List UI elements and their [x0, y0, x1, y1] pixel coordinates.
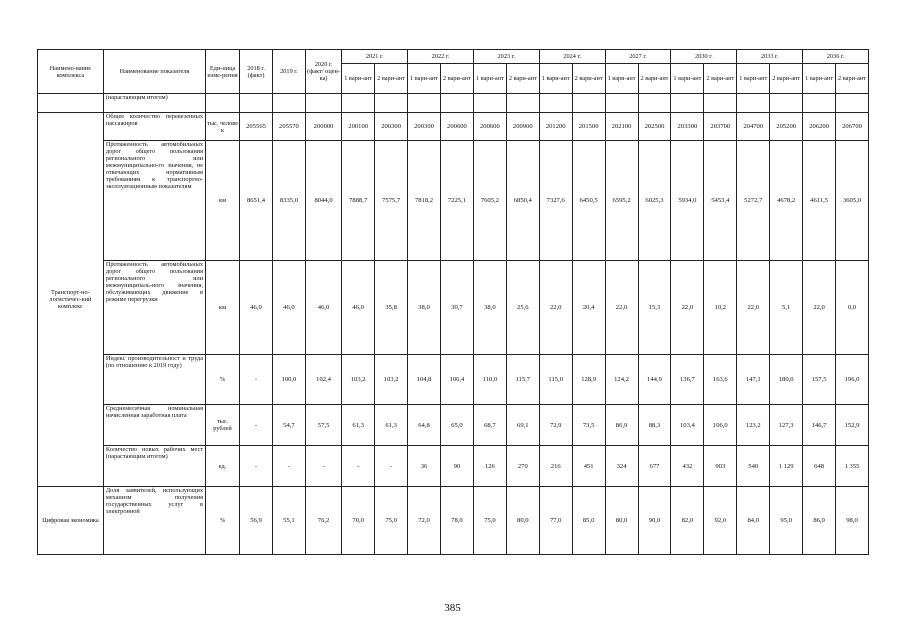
value-cell: 75,0	[375, 487, 408, 555]
value-cell: 200600	[473, 113, 506, 141]
header-variant-2: 2 вари-ант	[440, 64, 473, 94]
value-cell	[737, 94, 770, 113]
value-cell: -	[240, 405, 273, 446]
header-variant-1: 1 вари-ант	[671, 64, 704, 94]
value-cell	[473, 94, 506, 113]
value-cell: 204700	[737, 113, 770, 141]
value-cell: 200900	[506, 113, 539, 141]
data-table-container	[37, 49, 869, 555]
value-cell: 10,2	[704, 261, 737, 355]
value-cell: 152,9	[836, 405, 869, 446]
header-variant-1: 1 вари-ант	[539, 64, 572, 94]
value-cell: 196,0	[836, 355, 869, 405]
value-cell: 677	[638, 446, 671, 487]
value-cell: 38,0	[408, 261, 441, 355]
header-2018: 2018 г. (факт)	[240, 50, 273, 94]
value-cell: 76,2	[305, 487, 341, 555]
value-cell: 8651,4	[240, 141, 273, 261]
value-cell: 72,9	[539, 405, 572, 446]
value-cell: 70,0	[342, 487, 375, 555]
value-cell: 102,4	[305, 355, 341, 405]
value-cell: 0,0	[836, 261, 869, 355]
value-cell: 80,0	[506, 487, 539, 555]
value-cell: 5,1	[770, 261, 803, 355]
header-unit: Еди-ница изме-рения	[206, 50, 240, 94]
value-cell: 86,0	[803, 487, 836, 555]
table-row	[38, 113, 869, 141]
value-cell: 36	[408, 446, 441, 487]
value-cell	[342, 94, 375, 113]
value-cell: 126	[473, 446, 506, 487]
value-cell: 54,7	[272, 405, 305, 446]
value-cell: 128,9	[572, 355, 605, 405]
value-cell: 20,4	[572, 261, 605, 355]
value-cell: 57,5	[305, 405, 341, 446]
value-cell: 1 355	[836, 446, 869, 487]
value-cell: 103,2	[342, 355, 375, 405]
value-cell: -	[375, 446, 408, 487]
value-cell	[506, 94, 539, 113]
indicator-cell: Общее количество перевезенных пассажиров	[103, 113, 205, 141]
header-2019: 2019 г.	[272, 50, 305, 94]
value-cell: 35,8	[375, 261, 408, 355]
value-cell: 432	[671, 446, 704, 487]
value-cell: 7225,1	[440, 141, 473, 261]
header-year: 2024 г.	[539, 50, 605, 64]
table-row	[38, 141, 869, 261]
value-cell: 6850,4	[506, 141, 539, 261]
value-cell: 92,0	[704, 487, 737, 555]
value-cell: 68,7	[473, 405, 506, 446]
value-cell	[539, 94, 572, 113]
value-cell: 64,8	[408, 405, 441, 446]
value-cell: 124,2	[605, 355, 638, 405]
value-cell: 540	[737, 446, 770, 487]
value-cell: 56,9	[240, 487, 273, 555]
table-row	[38, 405, 869, 446]
header-year: 2036 г.	[803, 50, 869, 64]
complex-cell: Цифровая экономика	[38, 487, 104, 555]
value-cell: 3605,0	[836, 141, 869, 261]
header-indicator: Наименование показателя	[103, 50, 205, 94]
header-variant-2: 2 вари-ант	[704, 64, 737, 94]
value-cell: 115,0	[539, 355, 572, 405]
value-cell: 82,0	[671, 487, 704, 555]
table-body	[38, 94, 869, 555]
value-cell: 88,3	[638, 405, 671, 446]
value-cell: 4611,5	[803, 141, 836, 261]
header-variant-1: 1 вари-ант	[473, 64, 506, 94]
value-cell: 451	[572, 446, 605, 487]
value-cell: 25,6	[506, 261, 539, 355]
header-variant-2: 2 вари-ант	[836, 64, 869, 94]
value-cell: 85,0	[572, 487, 605, 555]
value-cell: 78,0	[440, 487, 473, 555]
value-cell: 7575,7	[375, 141, 408, 261]
value-cell: 200300	[408, 113, 441, 141]
value-cell: 15,3	[638, 261, 671, 355]
value-cell: 200600	[440, 113, 473, 141]
value-cell	[704, 94, 737, 113]
value-cell: 7888,7	[342, 141, 375, 261]
value-cell	[671, 94, 704, 113]
header-variant-1: 1 вари-ант	[803, 64, 836, 94]
value-cell: 205570	[272, 113, 305, 141]
value-cell: 95,0	[770, 487, 803, 555]
value-cell: 206200	[803, 113, 836, 141]
value-cell: 22,0	[737, 261, 770, 355]
value-cell	[375, 94, 408, 113]
value-cell: 90,0	[638, 487, 671, 555]
value-cell: 144,9	[638, 355, 671, 405]
value-cell	[272, 94, 305, 113]
header-variant-1: 1 вари-ант	[737, 64, 770, 94]
header-2020: 2020 г. (факт/ оцен-ка)	[305, 50, 341, 94]
header-variant-2: 2 вари-ант	[770, 64, 803, 94]
value-cell: 100,0	[272, 355, 305, 405]
value-cell: 110,0	[473, 355, 506, 405]
value-cell: 7605,2	[473, 141, 506, 261]
page-number: 385	[444, 602, 461, 614]
value-cell: 648	[803, 446, 836, 487]
header-variant-1: 1 вари-ант	[408, 64, 441, 94]
value-cell: 200100	[342, 113, 375, 141]
value-cell: 146,7	[803, 405, 836, 446]
header-year: 2027 г.	[605, 50, 671, 64]
value-cell: 216	[539, 446, 572, 487]
value-cell: 77,0	[539, 487, 572, 555]
header-variant-2: 2 вари-ант	[506, 64, 539, 94]
header-year: 2033 г.	[737, 50, 803, 64]
header-year: 2023 г.	[473, 50, 539, 64]
value-cell: 205200	[770, 113, 803, 141]
table-row	[38, 446, 869, 487]
value-cell	[605, 94, 638, 113]
value-cell: -	[240, 446, 273, 487]
value-cell: 22,0	[671, 261, 704, 355]
value-cell: 202100	[605, 113, 638, 141]
value-cell: 46,0	[240, 261, 273, 355]
indicator-cell: Протяженность автомобильных дорог общего пользования регионального или межмуниципально-го значения, не отвечающих нормативным требованиям к транспортно-эксплуатационным показателям	[103, 141, 205, 261]
value-cell: 903	[704, 446, 737, 487]
header-variant-2: 2 вари-ант	[375, 64, 408, 94]
value-cell	[305, 94, 341, 113]
table-row	[38, 94, 869, 113]
value-cell	[770, 94, 803, 113]
value-cell: 115,7	[506, 355, 539, 405]
value-cell: 324	[605, 446, 638, 487]
unit-cell: км	[206, 261, 240, 355]
value-cell	[638, 94, 671, 113]
value-cell: 200000	[305, 113, 341, 141]
value-cell: 72,0	[408, 487, 441, 555]
value-cell: 180,0	[770, 355, 803, 405]
value-cell: 75,0	[473, 487, 506, 555]
value-cell: 46,0	[305, 261, 341, 355]
value-cell: -	[305, 446, 341, 487]
value-cell: 203700	[704, 113, 737, 141]
value-cell: 270	[506, 446, 539, 487]
value-cell	[836, 94, 869, 113]
value-cell: 30,7	[440, 261, 473, 355]
value-cell: 106,0	[704, 405, 737, 446]
value-cell: 90	[440, 446, 473, 487]
value-cell: 7327,6	[539, 141, 572, 261]
indicators-table	[37, 49, 869, 555]
value-cell: 203300	[671, 113, 704, 141]
value-cell: 206700	[836, 113, 869, 141]
header-variant-1: 1 вари-ант	[605, 64, 638, 94]
value-cell: 80,0	[605, 487, 638, 555]
value-cell: 6450,5	[572, 141, 605, 261]
header-row-1	[38, 50, 869, 64]
value-cell: 136,7	[671, 355, 704, 405]
value-cell: 22,0	[605, 261, 638, 355]
unit-cell	[206, 94, 240, 113]
value-cell: 38,0	[473, 261, 506, 355]
value-cell: 55,1	[272, 487, 305, 555]
value-cell: 202500	[638, 113, 671, 141]
value-cell: 123,2	[737, 405, 770, 446]
indicator-cell: Протяженность автомобильных дорог общего пользования регионального или межмуниципаль-ного значения, обслуживающих движение в режиме перегрузки	[103, 261, 205, 355]
value-cell: 73,5	[572, 405, 605, 446]
value-cell: 98,0	[836, 487, 869, 555]
value-cell: 86,9	[605, 405, 638, 446]
indicator-cell: Индекс производительност и труда (по отношению к 2019 году)	[103, 355, 205, 405]
value-cell: 22,0	[539, 261, 572, 355]
value-cell: -	[240, 355, 273, 405]
value-cell: 22,0	[803, 261, 836, 355]
value-cell: 65,0	[440, 405, 473, 446]
value-cell: 157,5	[803, 355, 836, 405]
header-variant-2: 2 вари-ант	[638, 64, 671, 94]
unit-cell: ед.	[206, 446, 240, 487]
table-row	[38, 261, 869, 355]
indicator-cell: Количество новых рабочих мест (нарастающим итогом)	[103, 446, 205, 487]
unit-cell: тыс. рублей	[206, 405, 240, 446]
value-cell	[803, 94, 836, 113]
value-cell: -	[272, 446, 305, 487]
value-cell: 106,4	[440, 355, 473, 405]
value-cell: 61,3	[375, 405, 408, 446]
complex-cell: Транспорт-но-логистичес-кий комплекс	[38, 113, 104, 487]
value-cell: 69,1	[506, 405, 539, 446]
value-cell: 6595,2	[605, 141, 638, 261]
value-cell: 103,4	[671, 405, 704, 446]
header-variant-2: 2 вари-ант	[572, 64, 605, 94]
header-complex: Наимено-вание комплекса	[38, 50, 104, 94]
value-cell: 4678,2	[770, 141, 803, 261]
value-cell	[440, 94, 473, 113]
value-cell: 103,2	[375, 355, 408, 405]
complex-cell	[38, 94, 104, 113]
value-cell	[572, 94, 605, 113]
value-cell: 46,0	[342, 261, 375, 355]
value-cell: 200300	[375, 113, 408, 141]
indicator-cell: (нарастающим итогом)	[103, 94, 205, 113]
value-cell: 6025,3	[638, 141, 671, 261]
value-cell: 201500	[572, 113, 605, 141]
header-year: 2021 г.	[342, 50, 408, 64]
value-cell: 147,1	[737, 355, 770, 405]
value-cell: 5934,0	[671, 141, 704, 261]
value-cell: 8044,0	[305, 141, 341, 261]
value-cell: 61,3	[342, 405, 375, 446]
value-cell: 46,0	[272, 261, 305, 355]
value-cell: 8335,0	[272, 141, 305, 261]
value-cell: 127,3	[770, 405, 803, 446]
unit-cell: тыс. челове к	[206, 113, 240, 141]
unit-cell: %	[206, 487, 240, 555]
unit-cell: %	[206, 355, 240, 405]
value-cell: 5453,4	[704, 141, 737, 261]
value-cell: 84,0	[737, 487, 770, 555]
table-row	[38, 355, 869, 405]
value-cell: 104,8	[408, 355, 441, 405]
indicator-cell: Доля заявителей, использующих механизм получения государственных услуг в электронной	[103, 487, 205, 555]
value-cell: -	[342, 446, 375, 487]
value-cell: 1 129	[770, 446, 803, 487]
header-year: 2030 г.	[671, 50, 737, 64]
value-cell: 7818,2	[408, 141, 441, 261]
value-cell: 5272,7	[737, 141, 770, 261]
table-row	[38, 487, 869, 555]
header-variant-1: 1 вари-ант	[342, 64, 375, 94]
value-cell: 163,6	[704, 355, 737, 405]
value-cell: 205565	[240, 113, 273, 141]
value-cell	[240, 94, 273, 113]
unit-cell: км	[206, 141, 240, 261]
header-year: 2022 г.	[408, 50, 474, 64]
value-cell	[408, 94, 441, 113]
indicator-cell: Среднемесячная номинальная начисленная заработная плата	[103, 405, 205, 446]
value-cell: 201200	[539, 113, 572, 141]
